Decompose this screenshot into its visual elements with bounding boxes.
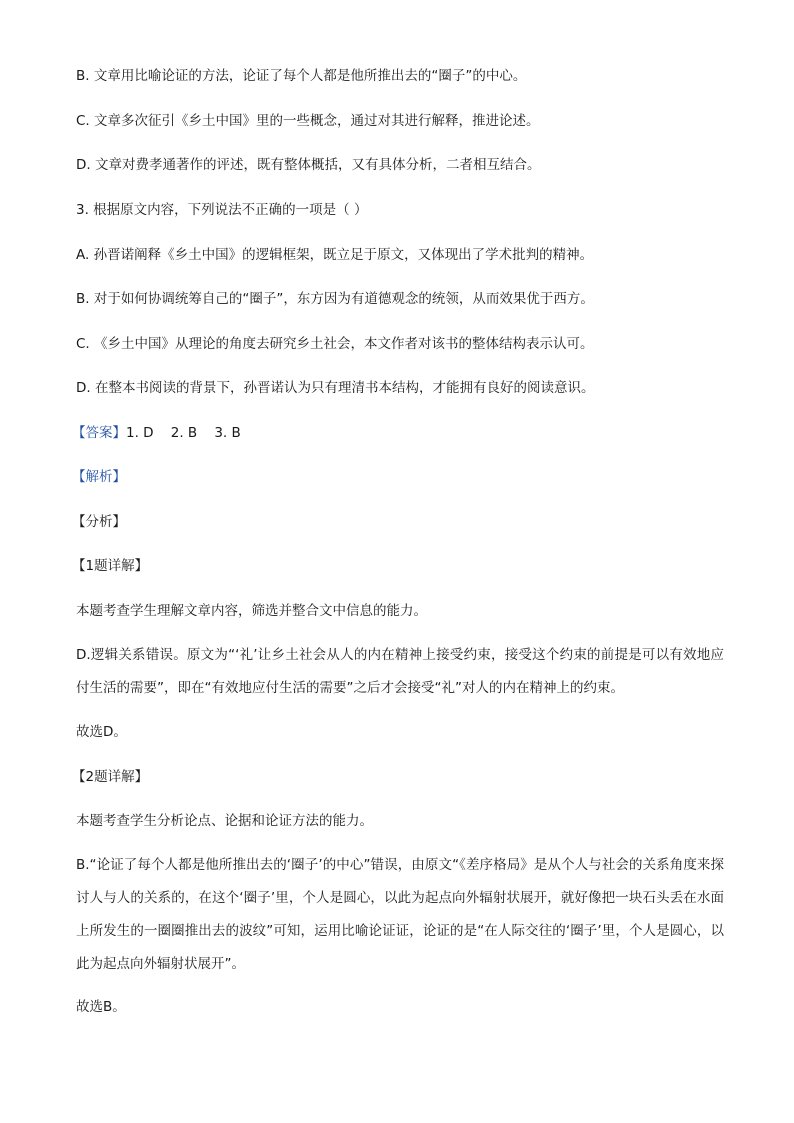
q2-heading: 【2题详解】 bbox=[72, 769, 149, 785]
q2-conclusion: 故选B。 bbox=[76, 999, 126, 1015]
answer-label: 【答案】 bbox=[72, 425, 126, 441]
q2-analysis: B.“论证了每个人都是他所推出去的‘圈子’的中心”错误，由原文“《差序格局》是从个人与社会的关系角度来探讨人与人的关系的，在这个‘圈子’里，个人是圆心，以此为起点向外辐射状展开，就好像把一块石头丢在水面上所发生的一圈圈推出去的波纹”可知，运用比喻论证证，论证的是“在人际交往的‘圈子’里，个人是圆心，以此为起点向外辐射状展开”。 bbox=[76, 857, 724, 972]
q1-heading: 【1题详解】 bbox=[72, 558, 149, 574]
q1-analysis: D.逻辑关系错误。原文为“‘礼’让乡土社会从人的内在精神上接受约束，接受这个约束的前提是可以有效地应付生活的需要”，即在“有效地应付生活的需要”之后才会接受“礼”对人的内在精神上的约束。 bbox=[76, 647, 724, 696]
q3-option-d: D. 在整本书阅读的背景下，孙晋诺认为只有理清书本结构，才能拥有良好的阅读意识。 bbox=[76, 380, 595, 396]
q2-intro: 本题考查学生分析论点、论据和论证方法的能力。 bbox=[76, 813, 373, 829]
q3-option-c: C. 《乡土中国》从理论的角度去研究乡土社会，本文作者对该书的整体结构表示认可。 bbox=[76, 336, 594, 352]
q3-stem: 3. 根据原文内容，下列说法不正确的一项是（ ） bbox=[76, 202, 368, 218]
q2-option-b: B. 文章用比喻论证的方法，论证了每个人都是他所推出去的“圈子”的中心。 bbox=[76, 68, 527, 84]
q2-option-c: C. 文章多次征引《乡土中国》里的一些概念，通过对其进行解释，推进论述。 bbox=[76, 113, 540, 129]
q3-option-b: B. 对于如何协调统筹自己的“圈子”，东方因为有道德观念的统领，从而效果优于西方。 bbox=[76, 291, 594, 307]
q1-intro: 本题考查学生理解文章内容，筛选并整合文中信息的能力。 bbox=[76, 603, 427, 619]
q3-option-a: A. 孙晋诺阐释《乡土中国》的逻辑框架，既立足于原文，又体现出了学术批判的精神。 bbox=[76, 247, 594, 263]
q1-conclusion: 故选D。 bbox=[76, 724, 127, 740]
answer-values: 1. D 2. B 3. B bbox=[126, 425, 241, 441]
answer-line bbox=[72, 423, 241, 443]
q2-option-d: D. 文章对费孝通著作的评述，既有整体概括，又有具体分析，二者相互结合。 bbox=[76, 157, 541, 173]
jiexi-heading: 【解析】 bbox=[72, 469, 126, 485]
fenxi-heading: 【分析】 bbox=[72, 514, 126, 530]
